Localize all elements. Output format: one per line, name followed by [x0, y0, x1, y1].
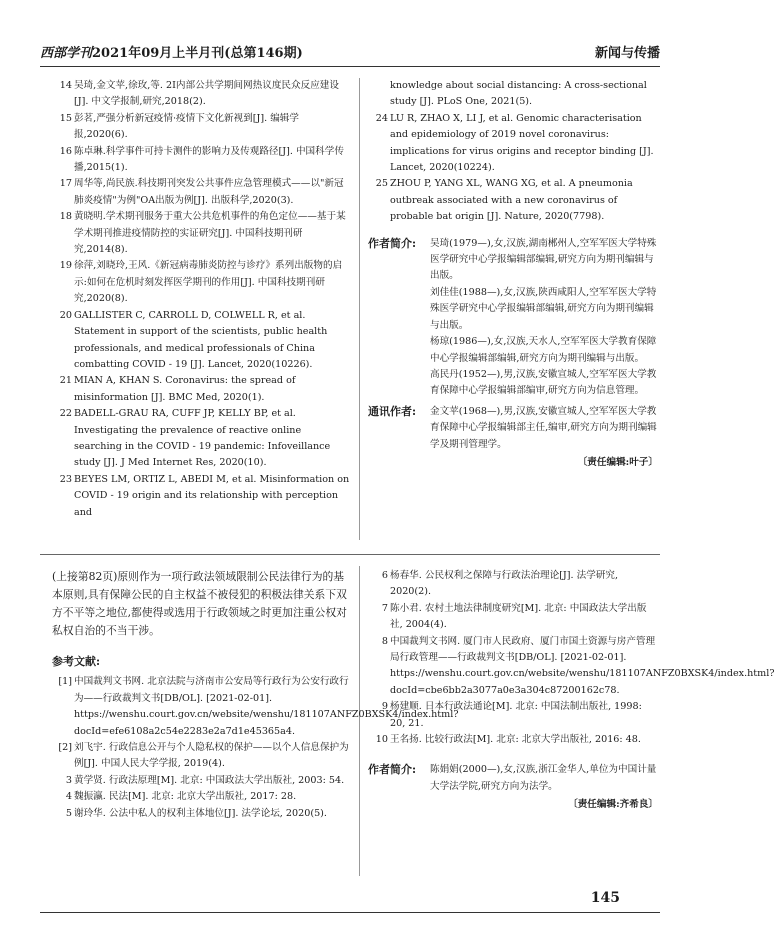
- reference-text: 杨建顺. 日本行政法通论[M]. 北京: 中国法制出版社, 1998: 20, 21.: [390, 701, 642, 729]
- reference-number: 10: [375, 734, 388, 746]
- top-right-column: [368, 78, 658, 471]
- bottom-right-column: [368, 568, 774, 814]
- reference-text: 刘飞宇. 行政信息公开与个人隐私权的保护——以个人信息保护为例[J]. 中国人民大学学报, 2019(4).: [74, 742, 349, 770]
- reference-number: 19: [59, 260, 72, 272]
- author-entry: 高民丹(1952—),男,汉族,安徽宣城人,空军军医大学教育保障中心学报编辑部编审,研究方向为信息管理。: [430, 368, 657, 397]
- reference-number: [2]: [58, 742, 72, 754]
- reference-item: [52, 789, 350, 805]
- reference-number: 6: [381, 570, 388, 581]
- journal-title: [40, 42, 303, 61]
- corresponding-author: [368, 404, 658, 453]
- reference-item: [52, 806, 350, 822]
- references-heading: 参考文献:: [52, 655, 101, 668]
- corresponding-label: 通讯作者:: [368, 404, 417, 418]
- reference-item: [52, 176, 350, 209]
- article-divider: [40, 554, 660, 555]
- reference-item: [52, 773, 350, 789]
- reference-item: [368, 634, 774, 700]
- reference-text: 魏振瀛. 民法[M]. 北京: 北京大学出版社, 2017: 28.: [74, 791, 297, 803]
- reference-item: [52, 78, 350, 111]
- reference-number: 7: [381, 602, 388, 614]
- author-bio: [368, 762, 658, 795]
- reference-text: 黄晓明.学术期刊服务于重大公共危机事件的角色定位——基于某学术期刊推进疫情防控的实证研究[J]. 中国科技期刊研究,2014(8).: [74, 211, 346, 256]
- reference-text: 杨春华. 公民权利之保障与行政法治理论[J]. 法学研究, 2020(2).: [390, 570, 619, 598]
- journal-issue: 2021年09月上半月刊(总第146期): [92, 46, 303, 61]
- reference-text: 陈卓琳.科学事件可持卡测件的影响力及传观路径[J]. 中国科学传播,2015(1).: [74, 145, 344, 174]
- reference-list: [52, 78, 350, 521]
- reference-text: 谢玲华. 公法中私人的权利主体地位[J]. 法学论坛, 2020(5).: [74, 807, 327, 819]
- reference-text: MIAN A, KHAN S. Coronavirus: the spread of misinformation [J]. BMC Med, 2020(1).: [74, 375, 296, 403]
- reference-text: LU R, ZHAO X, LI J, et al. Genomic characterisation and epidemiology of 2019 novel coronavirus: implications for virus origins and receptor binding [J]. Lancet, 2020(10224).: [390, 112, 654, 174]
- reference-number: 14: [59, 80, 72, 91]
- reference-item: [368, 111, 658, 177]
- responsible-editor: 〔责任编辑:齐希良〕: [568, 799, 658, 811]
- reference-text: knowledge about social distancing: A cross-sectional study [J]. PLoS One, 2021(5).: [390, 80, 647, 108]
- reference-item: [52, 740, 350, 773]
- continuation-text: (上接第82页)原则作为一项行政法领域限制公民法律行为的基本原则,具有保障公民的自主权益不被侵犯的积极法律关系下双方不平等之地位,都使得或选用于行政领域之时更加注重公权对私权自治的不当干涉。: [52, 570, 347, 637]
- reference-number: 18: [59, 211, 72, 223]
- column-divider: [359, 78, 360, 540]
- reference-text: 吴琦,金文苹,徐玫,等. 2I内部公共学期间网热议度民众反应建设[J]. 中文学报制,研究,2018(2).: [74, 80, 339, 108]
- reference-text: 陈小君. 农村土地法律制度研究[M]. 北京: 中国政法大学出版社, 2004(4).: [390, 602, 647, 631]
- reference-text: 中国裁判文书网. 北京法院与济南市公安局等行政行为公安行政行为——行政裁判文书[DB/OL]. [2021-02-01]. https://wenshu.court.gov.cn/website/wenshu/181107ANFZ0BXSK4/index.html?docId=efe6108a2c54e2283e2a7d1e45365a4.: [74, 676, 459, 737]
- reference-item: [52, 111, 350, 144]
- reference-item: [368, 699, 658, 732]
- page-number: 145: [590, 890, 620, 906]
- author-bio: [368, 236, 658, 400]
- reference-item: [52, 308, 350, 374]
- responsible-editor: 〔责任编辑:叶子〕: [577, 456, 658, 468]
- author-entry: 刘佳佳(1988—),女,汉族,陕西咸阳人,空军军医大学特殊医学研究中心学报编辑部编辑,研究方向为期刊编辑与出版。: [430, 286, 657, 331]
- section-title: 新闻与传播: [594, 46, 660, 61]
- reference-number: 24: [375, 112, 388, 124]
- reference-item: [368, 568, 658, 601]
- reference-number: 16: [59, 145, 72, 157]
- reference-text: 黄学贤. 行政法原理[M]. 北京: 中国政法大学出版社, 2003: 54.: [74, 774, 345, 786]
- reference-text: 中国裁判文书网. 厦门市人民政府、厦门市国土资源与房产管理局行政管理——行政裁判文书[DB/OL]. [2021-02-01]. https://wenshu.court.gov.cn/website/wenshu/181107ANFZ0BXSK4/index.html?docId=cbe6bb2a3077a0e3a304c87200162c78.: [390, 635, 774, 696]
- reference-text: GALLISTER C, CARROLL D, COLWELL R, et al. Statement in support of the scientists, public health professionals, and medical professionals of China combatting COVID - 19 [J]. Lancet, 2020(10226).: [74, 309, 328, 370]
- reference-number: 17: [59, 178, 72, 190]
- author-text: 陈娟娟(2000—),女,汉族,浙江金华人,单位为中国计量大学法学院,研究方向为法学。: [430, 764, 657, 792]
- reference-number: 20: [59, 309, 72, 321]
- reference-number: 15: [59, 112, 72, 124]
- author-label: 作者简介:: [368, 763, 417, 777]
- reference-text: 彭茗,严强分析新冠疫情·疫情下文化新视到[J]. 编辑学报,2020(6).: [74, 112, 299, 141]
- top-left-column: [52, 78, 350, 521]
- reference-number: 23: [59, 473, 72, 485]
- reference-item: [52, 472, 350, 521]
- reference-item: [52, 144, 350, 177]
- reference-item: [52, 406, 350, 472]
- reference-number: 22: [59, 408, 72, 420]
- reference-number: 25: [375, 178, 388, 190]
- corresponding-text: 金文苹(1968—),男,汉族,安徽宣城人,空军军医大学教育保障中心学报编辑部主任,编审,研究方向为期刊编辑学及期刊管理学。: [430, 405, 657, 450]
- reference-item: [368, 732, 658, 748]
- reference-item: [368, 78, 658, 111]
- journal-logo: 西部学刊: [40, 46, 93, 61]
- reference-number: 5: [65, 807, 72, 819]
- reference-number: 9: [381, 701, 388, 713]
- page-header: [40, 38, 660, 67]
- reference-text: BEYES LM, ORTIZ L, ABEDI M, et al. Misinformation on COVID - 19 origin and its relationship with perception and: [74, 473, 350, 518]
- reference-item: [368, 601, 658, 634]
- reference-text: ZHOU P, YANG XL, WANG XG, et al. A pneumonia outbreak associated with a new coronavirus of probable bat origin [J]. Nature, 2020(7798).: [390, 178, 633, 223]
- reference-item: [52, 209, 350, 258]
- author-entry: 吴琦(1979—),女,汉族,湖南郴州人,空军军医大学特殊医学研究中心学报编辑部编辑,研究方向为期刊编辑与出版。: [430, 237, 657, 282]
- reference-number: 4: [65, 791, 72, 803]
- reference-text: 周华等,尚民族.科技期刊突发公共事件应急管理模式——以"新冠肺炎疫情"为例"OA出版为例[J]. 出版科学,2020(3).: [74, 178, 344, 206]
- reference-item: [368, 176, 658, 225]
- reference-list: [368, 78, 658, 226]
- author-entry: 杨琼(1986—),女,汉族,天水人,空军军医大学教育保障中心学报编辑部编辑,研究方向为期刊编辑与出版。: [430, 336, 657, 364]
- footer-rule: [40, 912, 660, 913]
- reference-item: [52, 258, 350, 307]
- reference-number: 3: [65, 774, 72, 786]
- column-divider: [359, 566, 360, 876]
- author-label: 作者简介:: [368, 236, 417, 250]
- reference-item: [52, 373, 350, 406]
- reference-list: [368, 568, 774, 748]
- reference-number: 21: [59, 375, 72, 387]
- reference-text: 王名扬. 比较行政法[M]. 北京: 北京大学出版社, 2016: 48.: [390, 734, 641, 746]
- reference-item: [52, 674, 459, 740]
- reference-number: 8: [381, 635, 388, 647]
- reference-text: 徐萍,刘晓玲,王风.《新冠病毒肺炎防控与诊疗》系列出版物的启示:如何在危机时刻发挥医学期刊的作用[J]. 中国科技期刊研究,2020(8).: [74, 260, 343, 305]
- reference-number: [1]: [58, 676, 72, 688]
- reference-text: BADELL-GRAU RA, CUFF JP, KELLY BP, et al. Investigating the prevalence of reactive online searching in the COVID - 19 pandemic: Infoveillance study [J]. J Med Internet Res, 2020(10).: [74, 408, 331, 469]
